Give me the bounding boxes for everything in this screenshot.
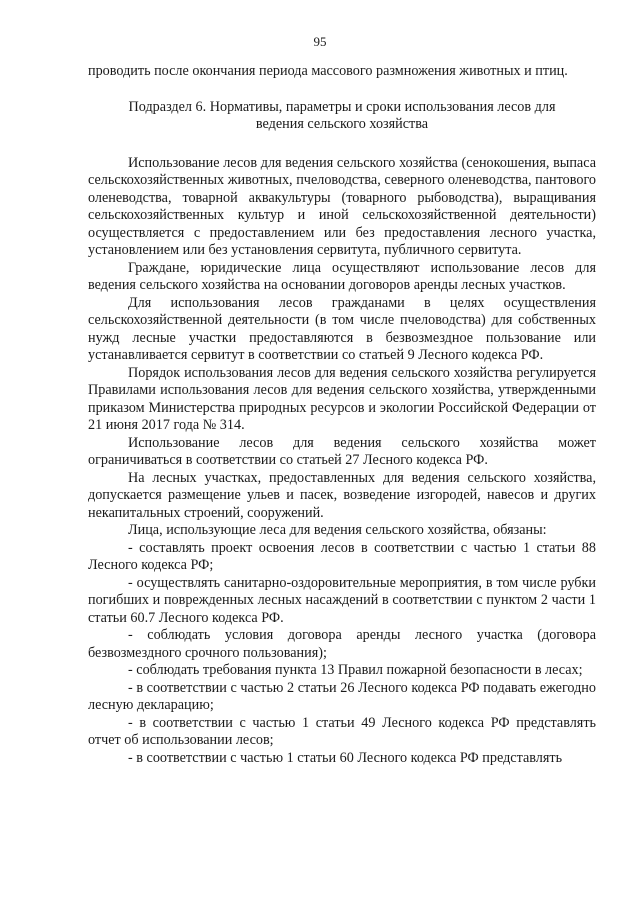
paragraph: Лица, использующие леса для ведения сельского хозяйства, обязаны: <box>128 522 547 538</box>
list-item: - соблюдать условия договора аренды лесного участка (договора безвозмездного срочного пользования); <box>88 627 596 661</box>
paragraph: На лесных участках, предоставленных для ведения сельского хозяйства, допускается размещение ульев и пасек, возведение изгородей, навесов и других некапитальных строений, сооружений. <box>88 469 596 521</box>
section-heading: Подраздел 6. Нормативы, параметры и сроки использования лесов для ведения сельского хозяйства <box>128 98 556 132</box>
intro-paragraph: проводить после окончания периода массового размножения животных и птиц. <box>88 63 568 79</box>
paragraph: Для использования лесов гражданами в целях осуществления сельскохозяйственной деятельности (в том числе пчеловодства) для собственных нужд лесные участки предоставляются в безвозмездное пользование или устанавливается сервитут в соответствии со статьей 9 Лесного кодекса РФ. <box>88 294 596 363</box>
list-item: - в соответствии с частью 2 статьи 26 Лесного кодекса РФ подавать ежегодно лесную декларацию; <box>88 679 596 713</box>
page-number: 95 <box>313 34 327 49</box>
list-item: - в соответствии с частью 1 статьи 60 Лесного кодекса РФ представлять <box>128 749 563 766</box>
document-body <box>88 63 596 767</box>
paragraph: Граждане, юридические лица осуществляют использование лесов для ведения сельского хозяйства на основании договоров аренды лесных участков. <box>88 259 596 293</box>
list-item: - осуществлять санитарно-оздоровительные мероприятия, в том числе рубки погибших и поврежденных лесных насаждений в соответствии с пунктом 2 части 1 статьи 60.7 Лесного кодекса РФ. <box>88 574 596 626</box>
paragraph: Использование лесов для ведения сельского хозяйства может ограничиваться в соответствии со статьей 27 Лесного кодекса РФ. <box>88 434 596 468</box>
list-item: - соблюдать требования пункта 13 Правил пожарной безопасности в лесах; <box>128 662 583 678</box>
paragraph: Порядок использования лесов для ведения сельского хозяйства регулируется Правилами использования лесов для ведения сельского хозяйства, утвержденными приказом Министерства природных ресурсов и экологии Российской Федерации от 21 июня 2017 года № 314. <box>88 364 596 433</box>
paragraph: Использование лесов для ведения сельского хозяйства (сенокошения, выпаса сельскохозяйственных животных, пчеловодства, северного оленеводства, пантового оленеводства, товарной аквакультуры (товарного рыбоводства), выращивания сельскохозяйственных культур и иной сельскохозяйственной деятельности) осуществляется с предоставлением или без предоставления лесного участка, установлением или без установления сервитута, публичного сервитута. <box>88 154 596 258</box>
list-item: - в соответствии с частью 1 статьи 49 Лесного кодекса РФ представлять отчет об использовании лесов; <box>88 714 596 748</box>
list-item: - составлять проект освоения лесов в соответствии с частью 1 статьи 88 Лесного кодекса РФ; <box>88 539 596 573</box>
